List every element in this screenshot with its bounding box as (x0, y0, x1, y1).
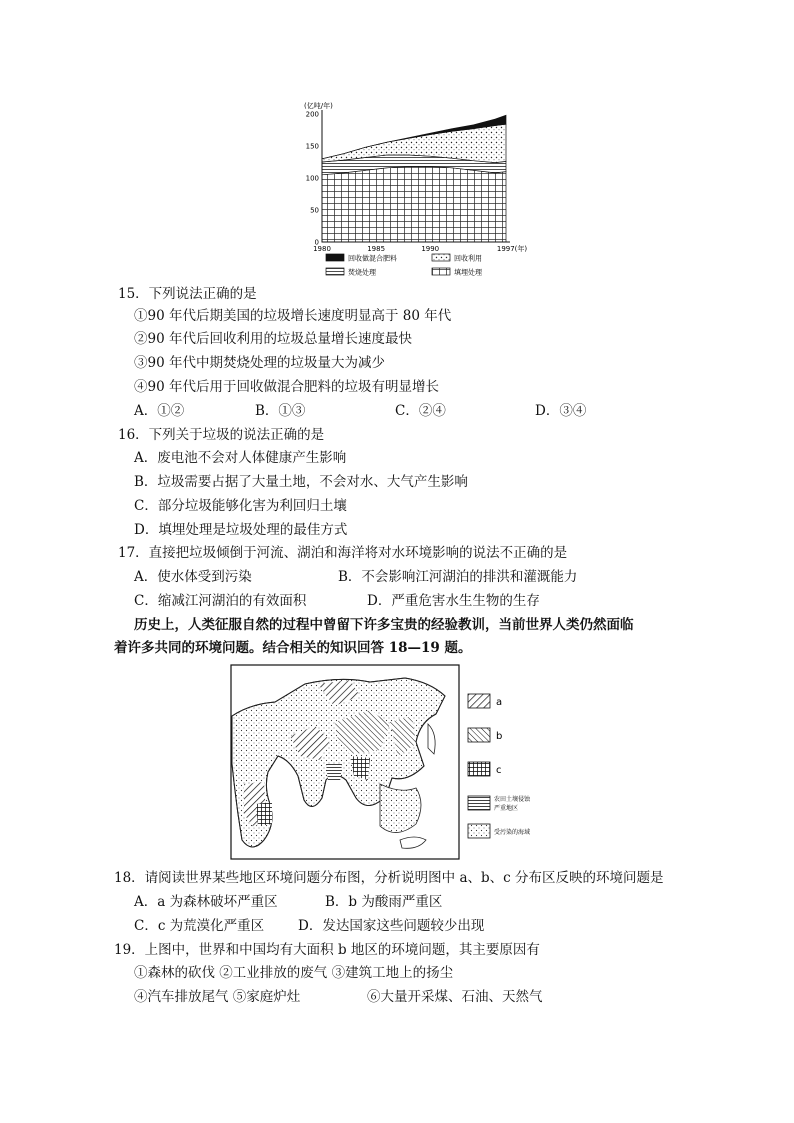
q16-option-b[interactable]: B．垃圾需要占据了大量土地，不会对水、大气产生影响 (134, 474, 468, 490)
legend-d-label-2: 严重地区 (494, 805, 519, 812)
q16-option-a[interactable]: A．废电池不会对人体健康产生影响 (134, 450, 347, 466)
intro-line-2: 着许多共同的环境问题。结合相关的知识回答 18—19 题。 (114, 640, 472, 656)
legend-a-label: a (496, 697, 503, 708)
region-d-1 (326, 764, 342, 782)
environment-map (230, 664, 530, 860)
legend-label: 焚烧处理 (348, 268, 376, 277)
q18-option-a[interactable]: A．a 为森林破坏严重区 (134, 894, 278, 910)
q17-option-d[interactable]: D．严重危害水生生物的生存 (367, 593, 540, 609)
y-tick-label: 100 (305, 174, 319, 183)
legend-label: 回收做混合肥料 (348, 254, 397, 263)
q15-item-3: ③90 年代中期焚烧处理的垃圾量大为减少 (134, 355, 385, 371)
q15-stem: 15．下列说法正确的是 (118, 286, 257, 302)
x-tick-label: 1985 (367, 245, 386, 253)
legend-c-label: c (496, 765, 502, 776)
q19-row-2b: ⑥大量开采煤、石油、天然气 (367, 989, 543, 1005)
q19-row-1: ①森林的砍伐 ②工业排放的废气 ③建筑工地上的扬尘 (134, 965, 454, 981)
legend-swatch (432, 268, 450, 275)
q15-option-c[interactable]: C．②④ (395, 403, 446, 419)
q16-stem: 16．下列关于垃圾的说法正确的是 (118, 427, 325, 443)
q19-stem: 19．上图中，世界和中国均有大面积 b 地区的环境问题，其主要原因有 (114, 942, 540, 958)
chart-legend (326, 254, 482, 277)
legend-b-label: b (496, 731, 503, 742)
q17-option-b[interactable]: B．不会影响江河湖泊的排洪和灌溉能力 (338, 569, 578, 585)
chart-ylabel: (亿吨/年) (304, 102, 333, 110)
area-series-1 (322, 167, 506, 243)
legend-swatch (326, 254, 344, 261)
q17-stem: 17．直接把垃圾倾倒于河流、湖泊和海洋将对水环境影响的说法不正确的是 (118, 545, 568, 561)
legend-swatch (432, 254, 450, 261)
q15-option-b[interactable]: B．①③ (255, 403, 306, 419)
q15-item-1: ①90 年代后期美国的垃圾增长速度明显高于 80 年代 (134, 308, 452, 324)
y-tick-label: 200 (305, 110, 319, 119)
x-tick-label: 1980 (313, 245, 331, 253)
q15-option-a[interactable]: A．①② (134, 403, 185, 419)
y-tick-label: 50 (310, 206, 319, 215)
q18-option-b[interactable]: B．b 为酸雨严重区 (325, 894, 443, 910)
legend-d-label-1: 农田土壤侵蚀 (494, 796, 531, 803)
chart-areas (322, 115, 506, 242)
waste-chart (300, 96, 528, 286)
q15-item-4: ④90 年代后用于回收做混合肥料的垃圾有明显增长 (134, 379, 439, 395)
q16-option-c[interactable]: C．部分垃圾能够化害为利回归土壤 (134, 498, 347, 514)
y-tick-label: 150 (305, 142, 319, 151)
intro-line-1: 历史上，人类征服自然的过程中曾留下许多宝贵的经验教训，当前世界人类仍然面临 (134, 617, 634, 633)
x-tick-label: 1990 (421, 245, 440, 253)
q19-row-2a: ④汽车排放尾气 ⑤家庭炉灶 (134, 989, 301, 1005)
x-tick-label: 1997(年) (496, 245, 528, 253)
q17-option-a[interactable]: A．使水体受到污染 (134, 569, 252, 585)
legend-label: 回收利用 (454, 254, 482, 263)
q18-stem: 18．请阅读世界某些地区环境问题分布图，分析说明图中 a、b、c 分布区反映的环境问题是 (114, 870, 664, 886)
region-c-1 (256, 802, 272, 826)
legend-label: 填埋处理 (454, 268, 482, 277)
q17-option-c[interactable]: C．缩减江河湖泊的有效面积 (134, 593, 307, 609)
y-tick-label: 0 (314, 238, 319, 247)
legend-swatch (326, 268, 344, 275)
legend-e-label: 受污染的海域 (494, 829, 531, 836)
q18-option-c[interactable]: C．c 为荒漠化严重区 (134, 918, 265, 934)
q15-item-2: ②90 年代后回收利用的垃圾总量增长速度最快 (134, 331, 412, 347)
map-legend (468, 694, 531, 838)
island-southeast (380, 784, 421, 833)
q15-option-d[interactable]: D．③④ (535, 403, 587, 419)
q18-option-d[interactable]: D．发达国家这些问题较少出现 (298, 918, 485, 934)
q16-option-d[interactable]: D．填埋处理是垃圾处理的最佳方式 (134, 522, 348, 538)
